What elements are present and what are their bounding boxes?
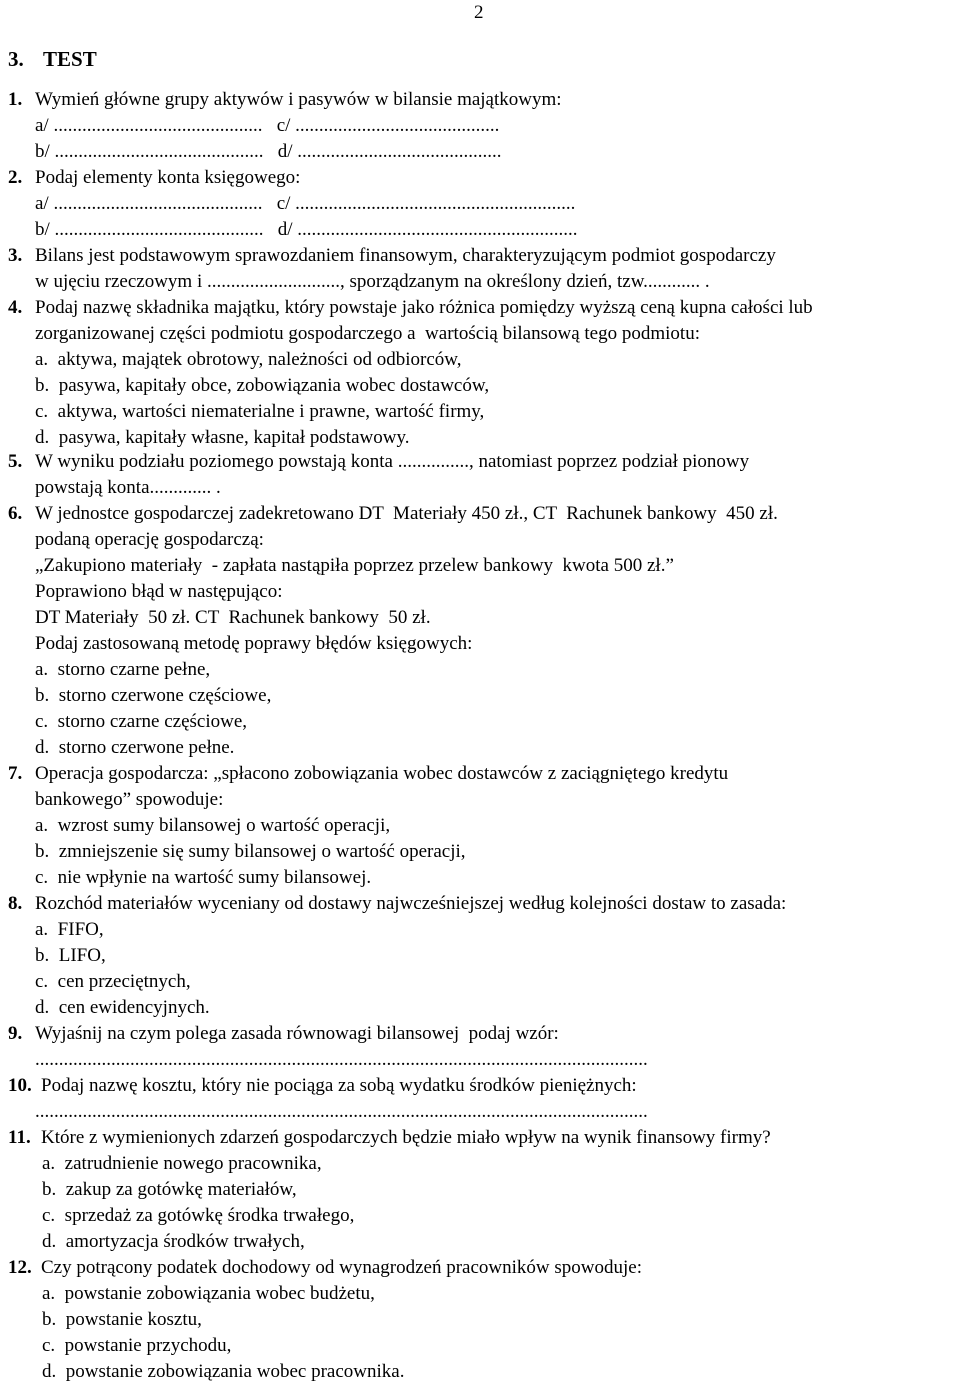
line-text: Wyjaśnij na czym polega zasada równowagi bilansowej podaj wzór: — [35, 1023, 559, 1044]
line-text: a. zatrudnienie nowego pracownika, — [42, 1153, 322, 1174]
line-text: d. powstanie zobowiązania wobec pracownika. — [42, 1361, 405, 1382]
line-text: Podaj elementy konta księgowego: — [35, 167, 301, 188]
question-number: 1. — [8, 89, 23, 110]
line-text: b. zmniejszenie się sumy bilansowej o wartość operacji, — [35, 841, 466, 862]
line-text: Operacja gospodarcza: „spłacono zobowiązania wobec dostawców z zaciągniętego kredytu — [35, 763, 729, 784]
line-text: DT Materiały 50 zł. CT Rachunek bankowy 50 zł. — [35, 607, 431, 628]
question-number: 3. — [8, 245, 23, 266]
line-text: bankowego” spowoduje: — [35, 789, 224, 810]
line-text: c. aktywa, wartości niematerialne i prawne, wartość firmy, — [35, 401, 485, 422]
line-text: a/ ............................................ c/ ........................................................... — [35, 193, 576, 214]
line-text: podaną operację gospodarczą: — [35, 529, 264, 550]
line-text: Podaj nazwę kosztu, który nie pociąga za sobą wydatku środków pieniężnych: — [41, 1075, 637, 1096]
question-number: 5. — [8, 451, 23, 472]
line-text: Podaj zastosowaną metodę poprawy błędów księgowych: — [35, 633, 473, 654]
question-number: 4. — [8, 297, 23, 318]
line-text: b. storno czerwone częściowe, — [35, 685, 272, 706]
line-text: a. storno czarne pełne, — [35, 659, 211, 680]
line-text: W wyniku podziału poziomego powstają konta ..............., natomiast poprzez podział pionowy — [35, 451, 750, 472]
question-number: 12. — [8, 1257, 32, 1278]
heading-number: 3. — [8, 47, 24, 71]
line-text: w ujęciu rzeczowym i ............................, sporządzanym na określony dzień, tzw............ . — [35, 271, 710, 292]
line-text: c. powstanie przychodu, — [42, 1335, 232, 1356]
line-text: Podaj nazwę składnika majątku, który powstaje jako różnica pomiędzy wyższą ceną kupna całości lub — [35, 297, 813, 318]
question-number: 7. — [8, 763, 23, 784]
question-number: 10. — [8, 1075, 32, 1096]
question-number: 11. — [8, 1127, 31, 1148]
line-text: a. FIFO, — [35, 919, 104, 940]
line-text: a. aktywa, majątek obrotowy, należności od odbiorców, — [35, 349, 462, 370]
line-text: b/ ............................................ d/ ........................................... — [35, 141, 502, 162]
line-text: a/ ............................................ c/ ........................................... — [35, 115, 500, 136]
section-heading — [8, 47, 97, 72]
line-text: b/ ............................................ d/ ........................................................... — [35, 219, 578, 240]
line-text: d. pasywa, kapitały własne, kapitał podstawowy. — [35, 427, 410, 448]
line-text: Czy potrącony podatek dochodowy od wynagrodzeń pracowników spowoduje: — [41, 1257, 642, 1278]
question-number: 6. — [8, 503, 23, 524]
line-text: b. LIFO, — [35, 945, 106, 966]
line-text: a. powstanie zobowiązania wobec budżetu, — [42, 1283, 375, 1304]
line-text: c. nie wpłynie na wartość sumy bilansowej. — [35, 867, 372, 888]
line-text: d. amortyzacja środków trwałych, — [42, 1231, 305, 1252]
line-text: Wymień główne grupy aktywów i pasywów w bilansie majątkowym: — [35, 89, 562, 110]
line-text: Rozchód materiałów wyceniany od dostawy najwcześniejszej według kolejności dostaw to zasada: — [35, 893, 787, 914]
question-number: 9. — [8, 1023, 23, 1044]
line-text: ................................................................................................................................. — [35, 1101, 648, 1122]
line-text: c. sprzedaż za gotówkę środka trwałego, — [42, 1205, 355, 1226]
line-text: Poprawiono błąd w następująco: — [35, 581, 283, 602]
line-text: b. zakup za gotówkę materiałów, — [42, 1179, 297, 1200]
line-text: Które z wymienionych zdarzeń gospodarczych będzie miało wpływ na wynik finansowy firmy? — [41, 1127, 771, 1148]
page-number: 2 — [474, 2, 484, 23]
line-text: powstają konta............. . — [35, 477, 221, 498]
line-text: ................................................................................................................................. — [35, 1049, 648, 1070]
line-text: Bilans jest podstawowym sprawozdaniem finansowym, charakteryzującym podmiot gospodarczy — [35, 245, 776, 266]
question-number: 8. — [8, 893, 23, 914]
line-text: b. powstanie kosztu, — [42, 1309, 202, 1330]
line-text: b. pasywa, kapitały obce, zobowiązania wobec dostawców, — [35, 375, 490, 396]
line-text: c. storno czarne częściowe, — [35, 711, 248, 732]
line-text: „Zakupiono materiały - zapłata nastąpiła poprzez przelew bankowy kwota 500 zł.” — [35, 555, 674, 576]
line-text: W jednostce gospodarczej zadekretowano DT Materiały 450 zł., CT Rachunek bankowy 450 zł. — [35, 503, 778, 524]
line-text: d. cen ewidencyjnych. — [35, 997, 210, 1018]
heading-title: TEST — [43, 47, 97, 71]
question-number: 2. — [8, 167, 23, 188]
line-text: d. storno czerwone pełne. — [35, 737, 235, 758]
line-text: zorganizowanej części podmiotu gospodarczego a wartością bilansową tego podmiotu: — [35, 323, 700, 344]
line-text: c. cen przeciętnych, — [35, 971, 191, 992]
line-text: a. wzrost sumy bilansowej o wartość operacji, — [35, 815, 391, 836]
